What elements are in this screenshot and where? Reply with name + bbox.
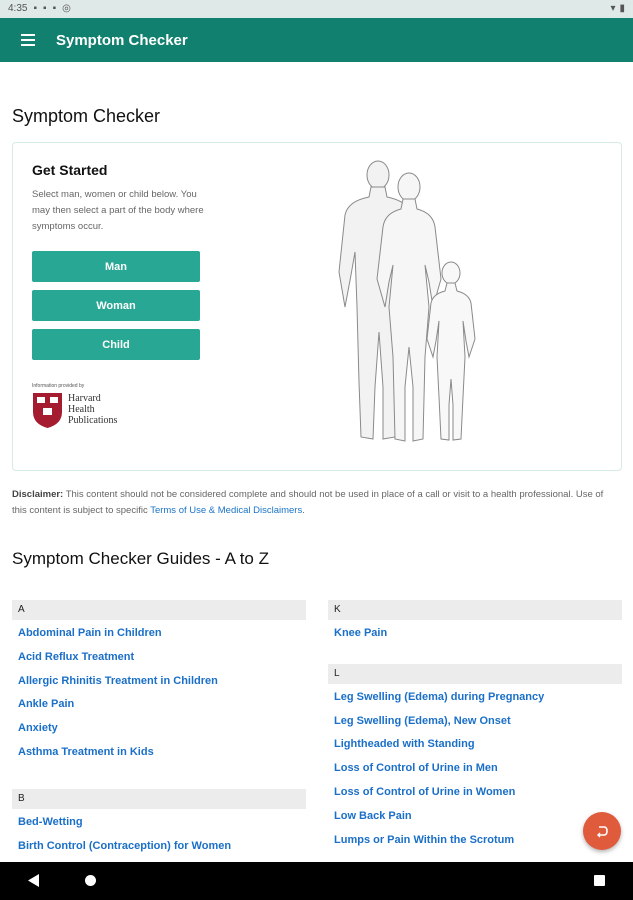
letter-header: L	[328, 664, 622, 684]
disclaimer: Disclaimer: This content should not be considered complete and should not be used in place of a call or visit to a health professional. Use of this content is subject to specific Terms of Use & Medical Disclaimers.	[12, 489, 604, 516]
letter-header: B	[12, 789, 306, 809]
page-title: Symptom Checker	[12, 106, 161, 126]
battery-icon: ▮	[619, 3, 625, 14]
guide-link[interactable]: Loss of Control of Urine in Men	[334, 762, 498, 775]
guide-link[interactable]: Asthma Treatment in Kids	[18, 745, 154, 758]
guide-link[interactable]: Lightheaded with Standing	[334, 738, 475, 751]
get-started-card	[12, 142, 622, 471]
guides-title: Symptom Checker Guides - A to Z	[12, 549, 269, 568]
clock: 4:35	[8, 3, 28, 14]
status-right	[610, 3, 625, 14]
guide-link[interactable]: Leg Swelling (Edema) during Pregnancy	[334, 690, 545, 703]
guides-column-right	[328, 600, 622, 852]
guides-column-left	[12, 600, 306, 858]
sd-icon: ▪	[52, 3, 57, 14]
guide-link[interactable]: Lumps or Pain Within the Scrotum	[334, 833, 515, 846]
system-nav-bar	[0, 862, 633, 900]
guide-link[interactable]: Low Back Pain	[334, 809, 412, 822]
guide-link[interactable]: Allergic Rhinitis Treatment in Children	[18, 674, 218, 687]
wifi-icon: ▾	[610, 3, 616, 14]
guide-link[interactable]: Birth Control (Contraception) for Women	[18, 839, 232, 852]
body-figures-illustration[interactable]	[313, 157, 493, 447]
guide-link[interactable]: Abdominal Pain in Children	[18, 627, 162, 639]
main-content[interactable]	[0, 62, 633, 862]
app-title: Symptom Checker	[56, 31, 188, 49]
terms-link[interactable]: Terms of Use & Medical Disclaimers	[150, 505, 303, 516]
provider-name: Harvard Health Publications	[68, 393, 118, 426]
feedback-fab-button[interactable]	[583, 812, 621, 850]
man-button[interactable]: Man	[32, 251, 200, 282]
letter-header: A	[12, 600, 306, 620]
status-left	[8, 3, 71, 14]
card-heading: Get Started	[32, 162, 108, 178]
woman-button[interactable]: Woman	[32, 290, 200, 321]
guide-link[interactable]: Knee Pain	[334, 627, 388, 639]
provider-note: Information provided by	[32, 383, 85, 389]
hamburger-menu-icon[interactable]	[0, 18, 56, 62]
harvard-shield-icon	[32, 392, 63, 429]
card-description: Select man, women or child below. You may then select a part of the body where symptoms occur.	[32, 189, 204, 232]
notification-icon: ▪	[33, 3, 38, 14]
harvard-health-logo	[32, 383, 152, 433]
guide-link[interactable]: Leg Swelling (Edema), New Onset	[334, 714, 511, 727]
return-icon	[595, 824, 609, 838]
guide-link[interactable]: Loss of Control of Urine in Women	[334, 785, 516, 798]
letter-header: K	[328, 600, 622, 620]
sync-icon: ◎	[62, 3, 71, 14]
guide-link[interactable]: Bed-Wetting	[18, 815, 83, 828]
back-icon[interactable]	[28, 874, 40, 887]
lock-icon: ▪	[43, 3, 47, 14]
guide-link[interactable]: Ankle Pain	[18, 698, 75, 711]
home-icon[interactable]	[85, 875, 96, 886]
recent-apps-icon[interactable]	[594, 875, 605, 886]
status-bar	[0, 0, 633, 18]
guide-link[interactable]: Anxiety	[18, 722, 58, 735]
app-bar	[0, 18, 633, 62]
guide-link[interactable]: Acid Reflux Treatment	[18, 650, 135, 663]
child-button[interactable]: Child	[32, 329, 200, 360]
